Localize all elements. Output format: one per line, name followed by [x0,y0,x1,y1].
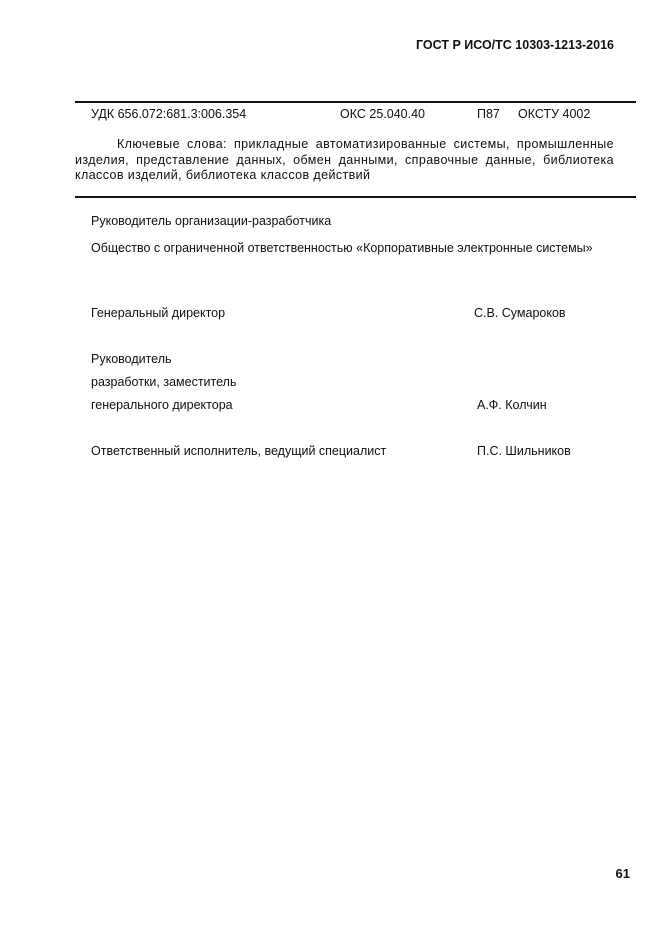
executor-name: П.С. Шильников [477,444,571,458]
executor-title: Ответственный исполнитель, ведущий специалист [91,444,387,458]
deputy-title-line3: генерального директора [91,398,233,412]
page-number: 61 [615,866,630,881]
oks-code: ОКС 25.040.40 [340,107,425,121]
top-rule [75,101,636,103]
deputy-title-line1: Руководитель [91,352,172,366]
deputy-name: А.Ф. Колчин [477,398,547,412]
deputy-title-line2: разработки, заместитель [91,375,237,389]
group-code: П87 [477,107,500,121]
developer-heading: Руководитель организации-разработчика [91,214,332,228]
keywords-paragraph [75,137,614,184]
developer-organization: Общество с ограниченной ответственностью «Корпоративные электронные системы» [91,241,593,255]
director-title: Генеральный директор [91,306,226,320]
bottom-rule [75,196,636,198]
document-header: ГОСТ Р ИСО/ТС 10303-1213-2016 [415,38,614,52]
director-name: С.В. Сумароков [474,306,566,320]
oksty-code: ОКСТУ 4002 [518,107,591,121]
keywords-text: Ключевые слова: прикладные автоматизированные системы, промышленные изделия, представление данных, обмен данными, справочные данные, библиотека классов изделий, библиотека классов действий [75,137,614,182]
udk-code: УДК 656.072:681.3:006.354 [91,107,247,121]
